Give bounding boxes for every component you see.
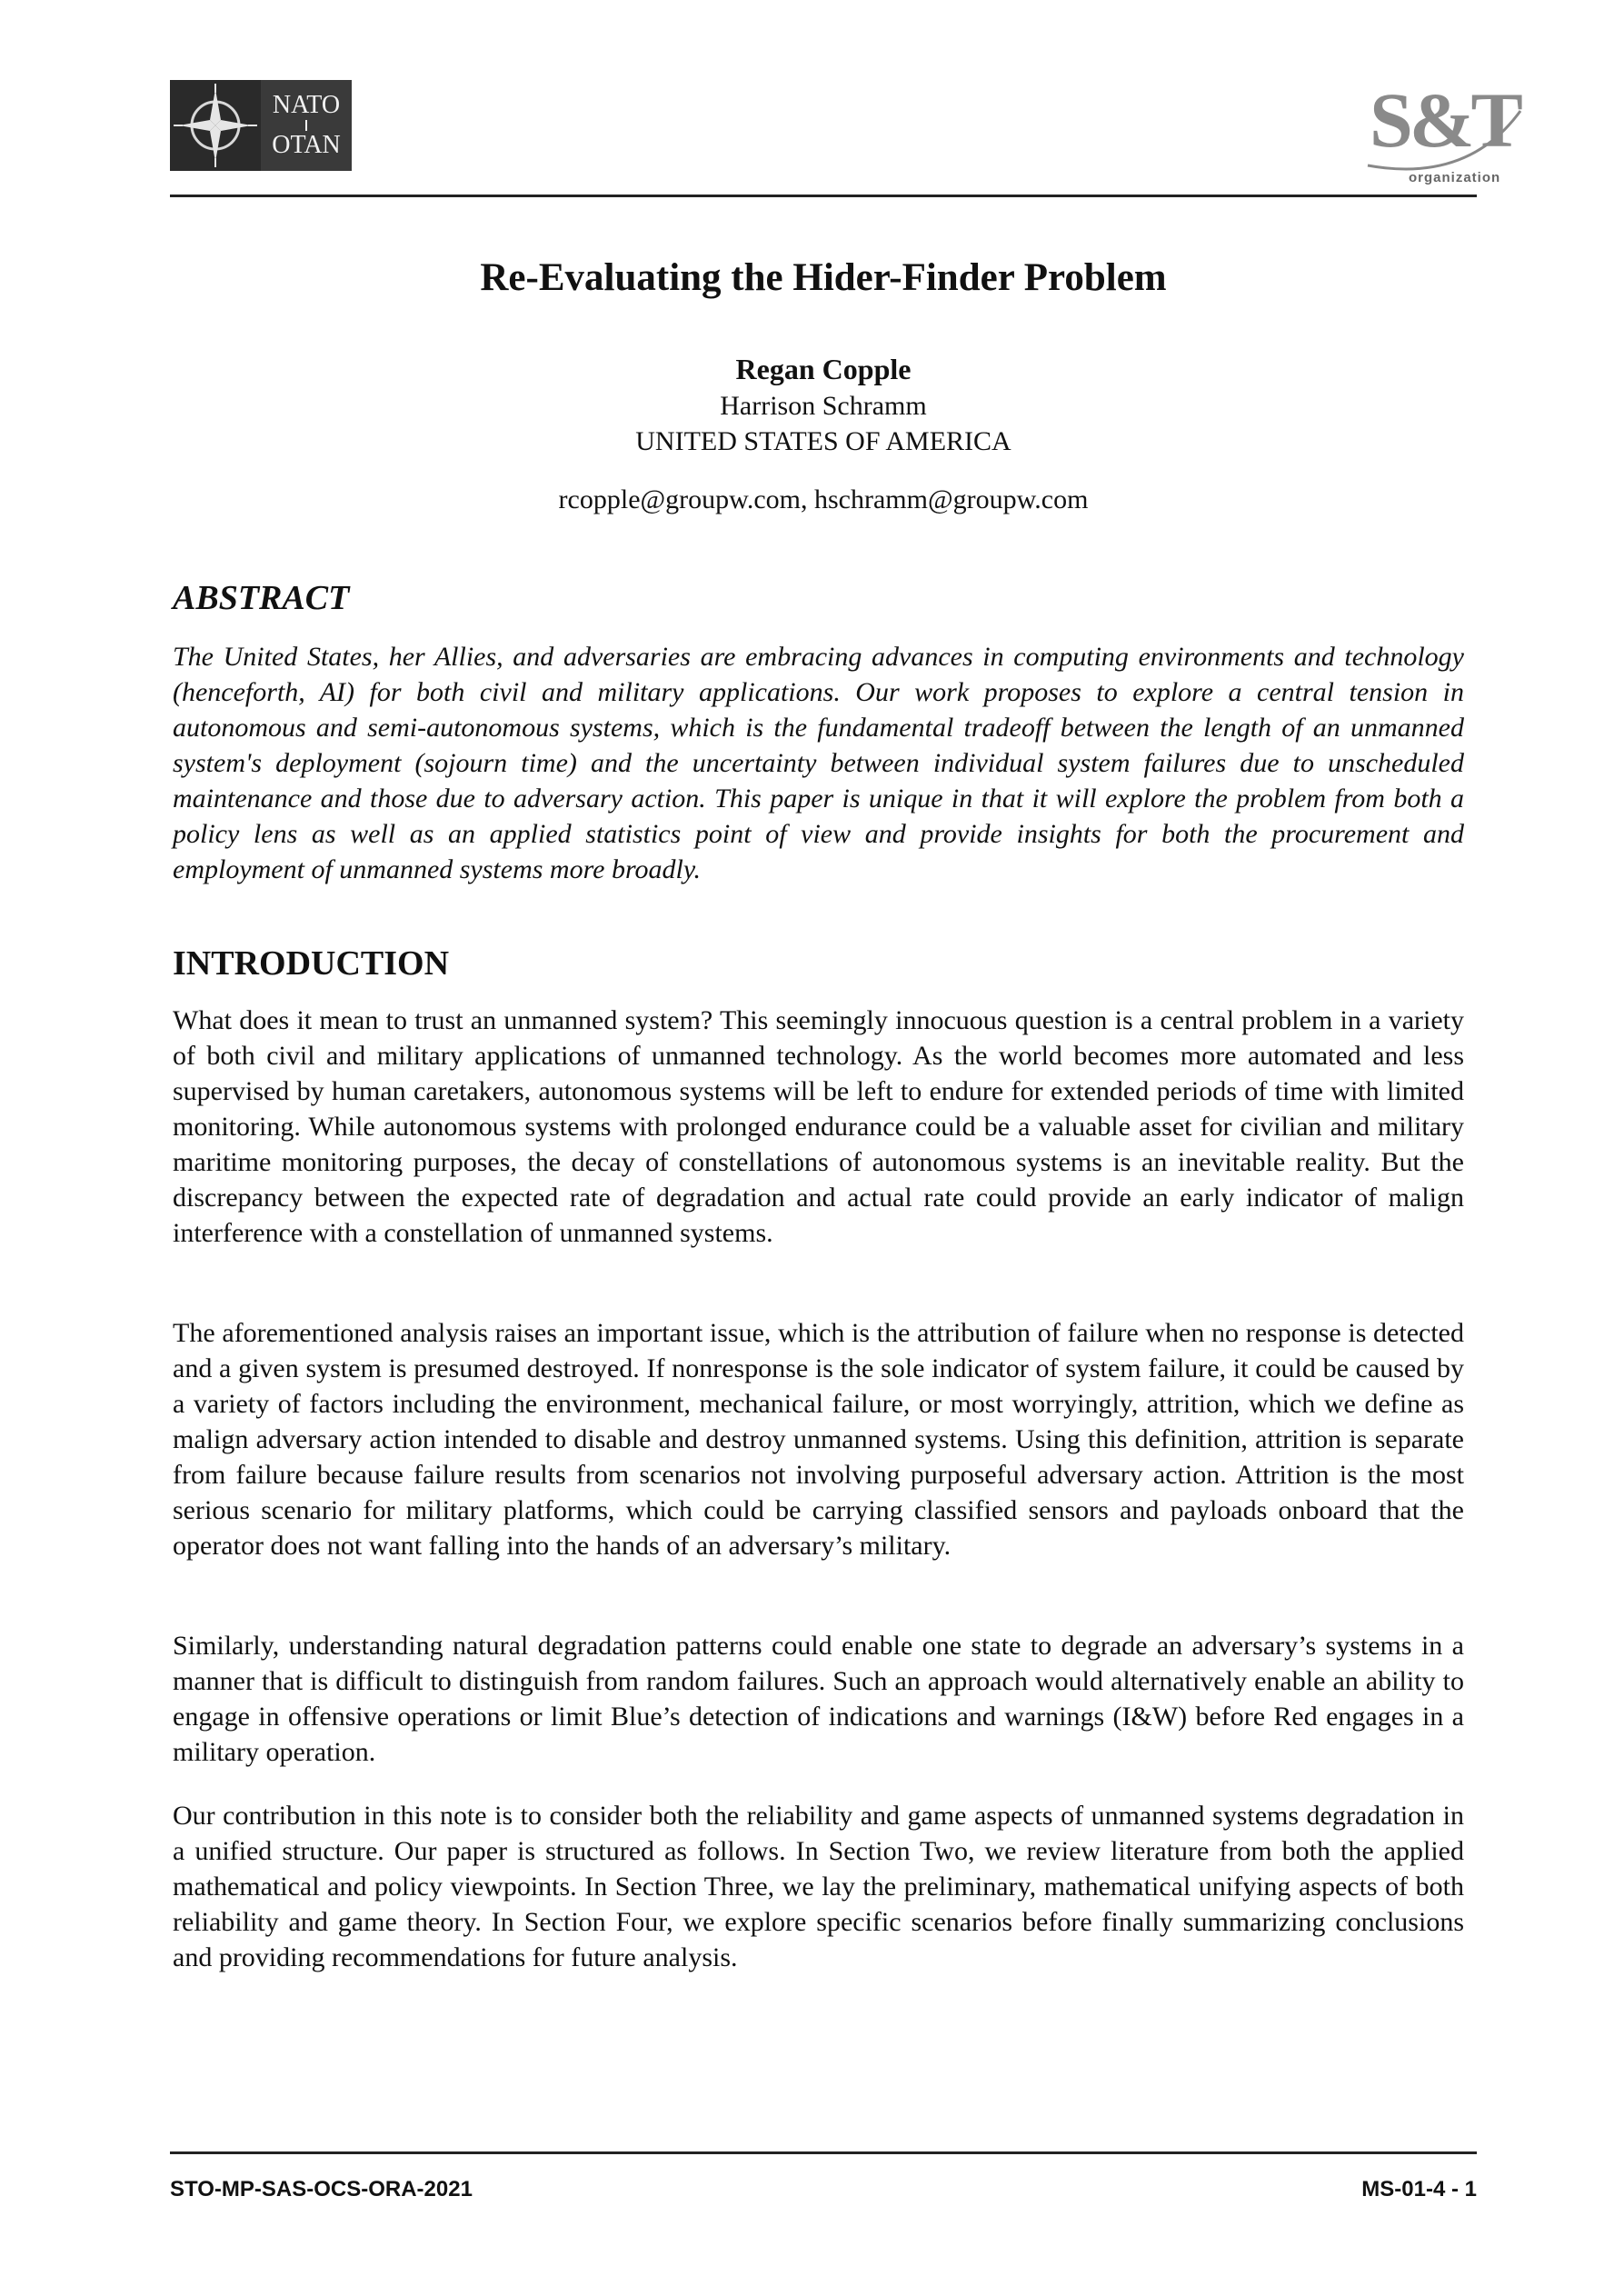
nato-separator <box>305 120 307 131</box>
header-rule <box>170 195 1477 197</box>
nato-label: NATO <box>272 91 341 119</box>
paper-title: Re-Evaluating the Hider-Finder Problem <box>480 256 1167 299</box>
abstract-text: The United States, her Allies, and adversaries are embracing advances in computing environments and technology (henceforth, AI) for both civil and military applications. Our work proposes to explore a central tension in autonomous and semi-autonomous systems, which is the fundamental tradeoff between the length of an unmanned system's deployment (sojourn time) and the uncertainty between individual system failures due to unscheduled maintenance and those due to adversary action. This paper is unique in that it will explore the problem from both a policy lens as well as an applied statistics point of view and provide insights for both the procurement and employment of unmanned systems more broadly. <box>173 642 1464 884</box>
secondary-author: Harrison Schramm <box>720 391 927 421</box>
nato-otan-wordmark <box>261 80 352 171</box>
page-number: MS-01-4 - 1 <box>1361 2177 1477 2201</box>
primary-author: Regan Copple <box>735 353 912 385</box>
nato-otan-logo <box>170 80 352 171</box>
introduction-paragraph: What does it mean to trust an unmanned system? This seemingly innocuous question is a central problem in a variety of both civil and military applications of unmanned technology. As the world becomes more automated and less supervised by human caretakers, autonomous systems will be left to endure for extended periods of time with limited monitoring. While autonomous systems with prolonged endurance could be a valuable asset for civilian and military maritime monitoring purposes, the decay of constellations of autonomous systems is an inevitable reality. But the discrepancy between the expected rate of degradation and actual rate could provide an early indicator of malign interference with a constellation of unmanned systems. <box>173 1005 1464 1248</box>
abstract-heading: ABSTRACT <box>173 579 350 617</box>
introduction-heading: INTRODUCTION <box>173 944 450 983</box>
author-emails: rcopple@groupw.com, hschramm@groupw.com <box>558 484 1089 514</box>
st-logo-mark: S&T <box>1370 76 1519 164</box>
author-country: UNITED STATES OF AMERICA <box>635 426 1011 456</box>
introduction-paragraph: The aforementioned analysis raises an important issue, which is the attribution of failure when no response is detected and a given system is presumed destroyed. If nonresponse is the sole indicator of system failure, it could be caused by a variety of factors including the environment, mechanical failure, or most worryingly, attrition, which we define as malign adversary action intended to disable and destroy unmanned systems. Using this definition, attrition is separate from failure because failure results from scenarios not involving purposeful adversary action. Attrition is the most serious scenario for military platforms, which could be carrying classified sensors and payloads onboard that the operator does not want falling into the hands of an adversary’s military. <box>173 1318 1464 1561</box>
nato-compass-rose-icon <box>170 80 261 171</box>
otan-label: OTAN <box>272 131 341 159</box>
footer-rule <box>170 2151 1477 2154</box>
st-organization-logo <box>1359 75 1522 188</box>
st-logo-word: organization <box>1409 170 1501 185</box>
introduction-paragraph: Similarly, understanding natural degradation patterns could enable one state to degrade an adversary’s systems in a manner that is difficult to distinguish from random failures. Such an approach would alternatively enable an ability to engage in offensive operations or limit Blue’s detection of indications and warnings (I&W) before Red engages in a military operation. <box>173 1631 1464 1767</box>
document-number: STO-MP-SAS-OCS-ORA-2021 <box>170 2177 473 2201</box>
introduction-paragraph: Our contribution in this note is to consider both the reliability and game aspects of unmanned systems degradation in a unified structure. Our paper is structured as follows. In Section Two, we review literature from both the applied mathematical and policy viewpoints. In Section Three, we lay the preliminary, mathematical unifying aspects of both reliability and game theory. In Section Four, we explore specific scenarios before finally summarizing conclusions and providing recommendations for future analysis. <box>173 1801 1464 1972</box>
